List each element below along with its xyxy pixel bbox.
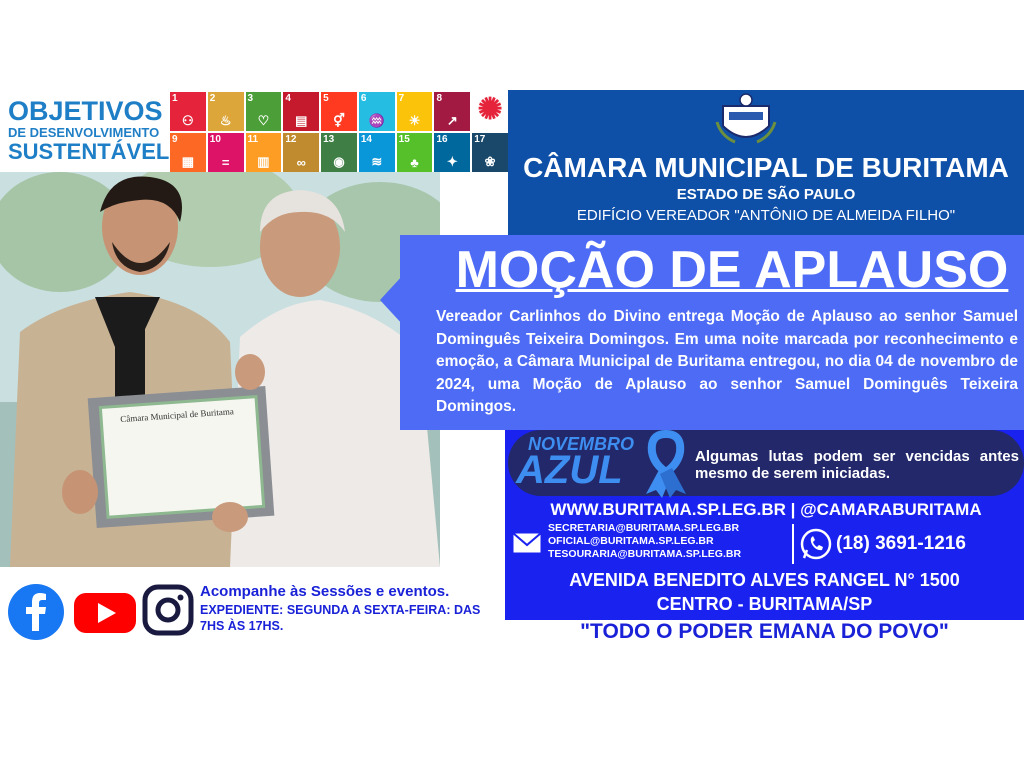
ods-goal-number: 8 bbox=[436, 93, 442, 104]
infinity-icon: ∞ bbox=[296, 155, 306, 170]
tree-icon: ♣ bbox=[410, 155, 419, 170]
ods-goal-15 bbox=[397, 133, 433, 172]
ods-goal-12 bbox=[283, 133, 319, 172]
book-icon: ▤ bbox=[295, 113, 308, 128]
email-tesouraria[interactable]: TESOURARIA@BURITAMA.SP.LEG.BR bbox=[548, 548, 742, 560]
novembro-label: NOVEMBRO bbox=[528, 434, 635, 454]
ods-goal-13 bbox=[321, 133, 357, 172]
email-list bbox=[548, 522, 741, 561]
facebook-icon[interactable] bbox=[7, 583, 65, 641]
sun-icon: ☀ bbox=[408, 113, 421, 128]
youtube-icon[interactable] bbox=[72, 585, 138, 640]
mocao-title: MOÇÃO DE APLAUSO bbox=[455, 241, 1009, 299]
ods-goal-number: 4 bbox=[285, 93, 291, 104]
award-photo bbox=[0, 172, 440, 567]
ods-goal-3 bbox=[246, 92, 282, 131]
ods-subtitle-2: SUSTENTÁVEL bbox=[8, 139, 170, 164]
office-hours: EXPEDIENTE: SEGUNDA A SEXTA-FEIRA: DAS 7HS ÀS 17HS. bbox=[200, 603, 481, 633]
ods-goal-8 bbox=[434, 92, 470, 131]
ods-title: OBJETIVOS bbox=[8, 96, 163, 126]
equal-icon: = bbox=[221, 155, 230, 170]
ods-goal-number: 1 bbox=[172, 93, 178, 104]
instagram-icon[interactable] bbox=[142, 584, 194, 636]
novembro-quote: Algumas lutas podem ser vencidas antes mesmo de serem iniciadas. bbox=[695, 448, 1019, 482]
bowl-icon: ♨ bbox=[219, 113, 232, 128]
ods-goal-number: 10 bbox=[209, 134, 221, 145]
ods-goal-10 bbox=[208, 133, 244, 172]
ods-goal-wheel bbox=[472, 92, 508, 131]
ods-goal-number: 3 bbox=[247, 93, 254, 104]
ods-goal-number: 13 bbox=[323, 134, 335, 145]
ods-goal-number: 11 bbox=[247, 134, 259, 145]
ods-subtitle-1: DE DESENVOLVIMENTO bbox=[8, 125, 160, 140]
ods-goal-4 bbox=[283, 92, 319, 131]
water-icon: ♒ bbox=[368, 113, 385, 128]
sdg-wheel-icon: ✺ bbox=[477, 93, 503, 126]
ods-goal-number: 16 bbox=[436, 134, 448, 145]
ods-goal-number: 6 bbox=[360, 93, 367, 104]
gender-icon: ⚥ bbox=[333, 113, 345, 128]
website-link[interactable]: WWW.BURITAMA.SP.LEG.BR | @CAMARABURITAMA bbox=[550, 500, 982, 519]
email-oficial[interactable]: OFICIAL@BURITAMA.SP.LEG.BR bbox=[548, 535, 714, 547]
certificate-heading: Câmara Municipal de Buritama bbox=[120, 406, 235, 425]
azul-label: AZUL bbox=[516, 448, 623, 492]
ods-goal-17 bbox=[472, 133, 508, 172]
top-band bbox=[0, 0, 1024, 90]
whatsapp-icon bbox=[800, 528, 832, 560]
address-line-2: CENTRO - BURITAMA/SP bbox=[656, 594, 873, 614]
ods-goal-11 bbox=[246, 133, 282, 172]
page-title: CÂMARA MUNICIPAL DE BURITAMA bbox=[523, 152, 1009, 183]
ods-goal-1 bbox=[170, 92, 206, 131]
ods-goal-number: 17 bbox=[474, 134, 486, 145]
buritama-crest-icon bbox=[715, 92, 777, 148]
ods-goal-number: 9 bbox=[172, 134, 178, 145]
heartbeat-icon: ♡ bbox=[257, 113, 270, 128]
people-icon: ⚇ bbox=[182, 113, 194, 128]
ods-goal-5 bbox=[321, 92, 357, 131]
ods-goal-16 bbox=[434, 133, 470, 172]
contact-divider bbox=[792, 524, 794, 564]
ods-goal-number: 5 bbox=[323, 93, 329, 104]
flower-icon: ❀ bbox=[484, 154, 496, 169]
ods-goal-number: 7 bbox=[398, 93, 405, 104]
blue-ribbon-icon bbox=[640, 428, 692, 498]
ods-goal-number: 2 bbox=[209, 93, 216, 104]
follow-text: Acompanhe às Sessões e eventos. bbox=[200, 583, 450, 600]
ods-goal-14 bbox=[359, 133, 395, 172]
address-line-1: AVENIDA BENEDITO ALVES RANGEL N° 1500 bbox=[569, 570, 960, 590]
eye-icon: ◉ bbox=[333, 154, 345, 169]
state-label: ESTADO DE SÃO PAULO bbox=[676, 186, 856, 203]
ods-goal-7 bbox=[397, 92, 433, 131]
phone-number[interactable]: (18) 3691-1216 bbox=[836, 533, 966, 554]
growth-icon: ↗ bbox=[446, 113, 458, 128]
ods-goal-number: 15 bbox=[398, 134, 410, 145]
email-secretaria[interactable]: SECRETARIA@BURITAMA.SP.LEG.BR bbox=[548, 522, 740, 534]
cubes-icon: ▦ bbox=[181, 154, 195, 169]
mocao-text: Vereador Carlinhos do Divino entrega Moção de Aplauso ao senhor Samuel Dominguês Teixeira Domingos. Em uma noite marcada por reconhecimento e emoção, a Câmara Municipal de Buritama entregou, no dia 04 de novembro de 2024, uma Moção de Aplauso ao senhor Samuel Dominguês Teixeira Domingos. bbox=[436, 308, 1018, 415]
ods-goal-2 bbox=[208, 92, 244, 131]
ods-goals-grid bbox=[170, 92, 508, 172]
ods-goal-number: 12 bbox=[285, 134, 297, 145]
footer-area bbox=[0, 662, 1024, 768]
building-label: EDIFÍCIO VEREADOR "ANTÔNIO DE ALMEIDA FILHO" bbox=[576, 207, 956, 224]
photo-illustration bbox=[0, 172, 440, 567]
dove-icon: ✦ bbox=[446, 154, 458, 169]
mail-icon bbox=[512, 532, 542, 554]
fish-icon: ≋ bbox=[371, 154, 383, 169]
ods-goal-number: 14 bbox=[360, 134, 372, 145]
ods-goal-6 bbox=[359, 92, 395, 131]
city-icon: ▥ bbox=[257, 154, 270, 169]
motto: "TODO O PODER EMANA DO POVO" bbox=[580, 620, 949, 643]
ods-goal-9 bbox=[170, 133, 206, 172]
